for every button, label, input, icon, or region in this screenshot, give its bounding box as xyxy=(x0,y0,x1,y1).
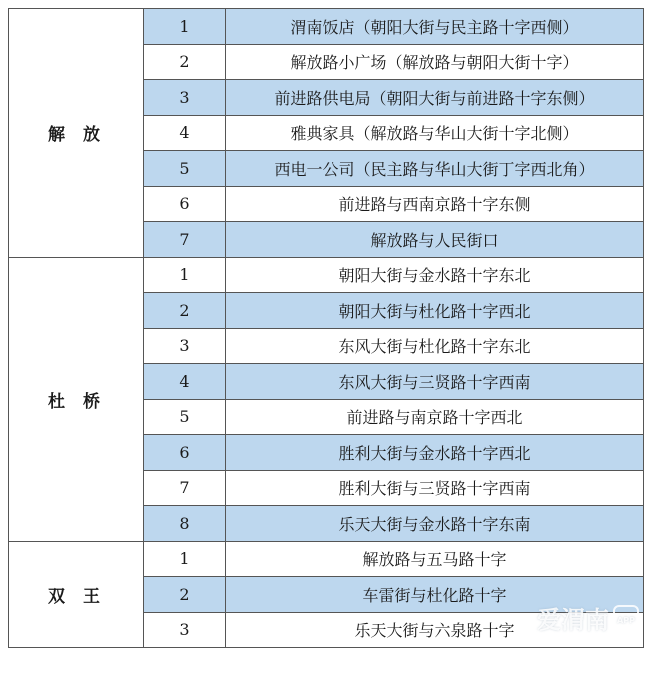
location-cell: 胜利大街与金水路十字西北 xyxy=(226,435,644,471)
location-cell: 雅典家具（解放路与华山大街十字北侧） xyxy=(226,115,644,151)
district-cell: 解放 xyxy=(9,9,144,258)
location-cell: 解放路与五马路十字 xyxy=(226,541,644,577)
location-cell: 朝阳大街与金水路十字东北 xyxy=(226,257,644,293)
row-number-cell: 4 xyxy=(144,115,226,151)
location-cell: 前进路与南京路十字西北 xyxy=(226,399,644,435)
table-body xyxy=(9,9,644,648)
location-cell: 解放路与人民街口 xyxy=(226,222,644,258)
row-number-cell: 1 xyxy=(144,541,226,577)
location-cell: 车雷街与杜化路十字 xyxy=(226,577,644,613)
row-number-cell: 3 xyxy=(144,80,226,116)
row-number-cell: 4 xyxy=(144,364,226,400)
row-number-cell: 8 xyxy=(144,506,226,542)
table-row xyxy=(9,257,644,293)
row-number-cell: 1 xyxy=(144,257,226,293)
location-cell: 乐天大街与金水路十字东南 xyxy=(226,506,644,542)
row-number-cell: 6 xyxy=(144,435,226,471)
location-cell: 东风大街与杜化路十字东北 xyxy=(226,328,644,364)
row-number-cell: 6 xyxy=(144,186,226,222)
location-cell: 渭南饭店（朝阳大街与民主路十字西侧） xyxy=(226,9,644,45)
row-number-cell: 3 xyxy=(144,328,226,364)
location-cell: 前进路供电局（朝阳大街与前进路十字东侧） xyxy=(226,80,644,116)
table-row xyxy=(9,541,644,577)
row-number-cell: 1 xyxy=(144,9,226,45)
location-cell: 西电一公司（民主路与华山大街丁字西北角） xyxy=(226,151,644,187)
location-cell: 朝阳大街与杜化路十字西北 xyxy=(226,293,644,329)
row-number-cell: 2 xyxy=(144,577,226,613)
row-number-cell: 5 xyxy=(144,399,226,435)
row-number-cell: 2 xyxy=(144,293,226,329)
location-cell: 胜利大街与三贤路十字西南 xyxy=(226,470,644,506)
location-cell: 前进路与西南京路十字东侧 xyxy=(226,186,644,222)
row-number-cell: 5 xyxy=(144,151,226,187)
row-number-cell: 7 xyxy=(144,222,226,258)
location-cell: 乐天大街与六泉路十字 xyxy=(226,612,644,648)
location-table xyxy=(8,8,644,648)
row-number-cell: 7 xyxy=(144,470,226,506)
district-cell: 杜桥 xyxy=(9,257,144,541)
table-row xyxy=(9,9,644,45)
district-cell: 双王 xyxy=(9,541,144,648)
row-number-cell: 3 xyxy=(144,612,226,648)
location-cell: 东风大街与三贤路十字西南 xyxy=(226,364,644,400)
location-cell: 解放路小广场（解放路与朝阳大街十字） xyxy=(226,44,644,80)
app-badge-icon: APP xyxy=(613,605,639,631)
row-number-cell: 2 xyxy=(144,44,226,80)
watermark-text: 爱渭南 xyxy=(537,606,609,634)
